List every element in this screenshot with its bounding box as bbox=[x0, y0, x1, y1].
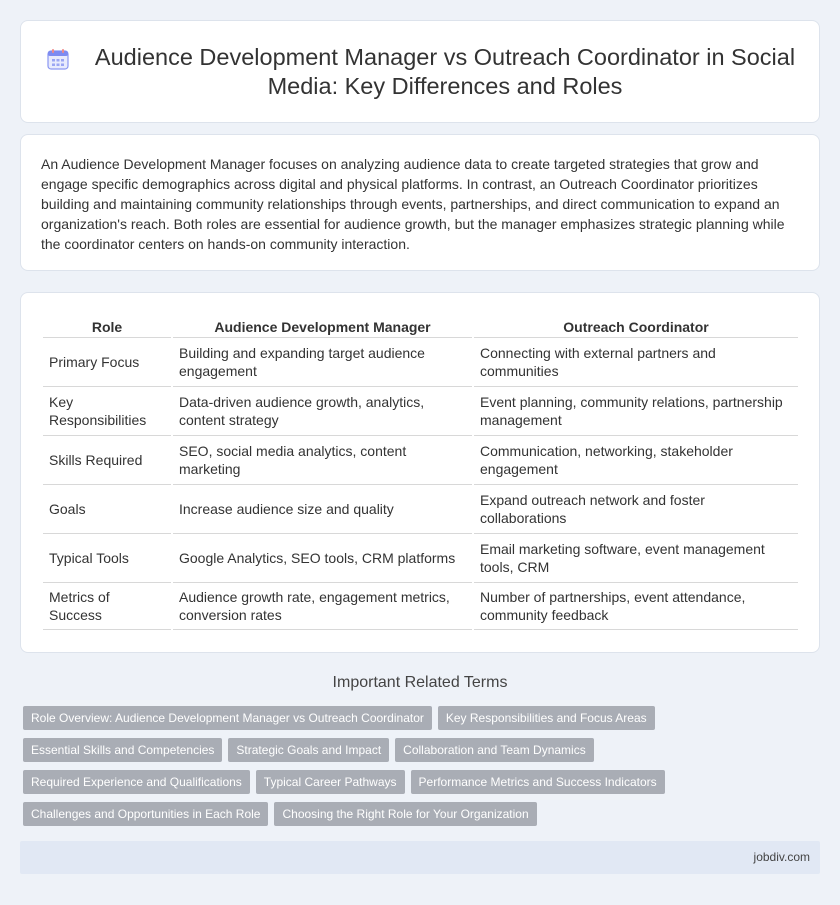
column-header-coordinator: Outreach Coordinator bbox=[474, 313, 798, 338]
page-title: Audience Development Manager vs Outreach Coordinator in Social Media: Key Differences and Roles bbox=[94, 44, 796, 99]
table-cell-manager: Google Analytics, SEO tools, CRM platforms bbox=[173, 534, 472, 583]
table-cell-coordinator: Connecting with external partners and communities bbox=[474, 338, 798, 387]
footer bbox=[20, 841, 820, 874]
header-card bbox=[20, 20, 820, 123]
related-terms-title: Important Related Terms bbox=[332, 674, 508, 691]
related-term-tag[interactable]: Strategic Goals and Impact bbox=[228, 738, 389, 762]
related-term-tag[interactable]: Choosing the Right Role for Your Organization bbox=[274, 802, 536, 826]
table-cell-role: Metrics of Success bbox=[43, 583, 171, 630]
table-cell-role: Goals bbox=[43, 485, 171, 534]
related-terms-list bbox=[23, 706, 683, 826]
table-cell-role: Primary Focus bbox=[43, 338, 171, 387]
intro-text: An Audience Development Manager focuses on analyzing audience data to create targeted strategies that grow and engage specific demographics across digital and physical platforms. In contrast, an Outreach Coordinator prioritizes building and maintaining community relationships through events, partnerships, and direct communication to expand an organization's reach. Both roles are essential for audience growth, but the manager emphasizes strategic planning while the coordinator centers on hands-on community interaction. bbox=[41, 156, 785, 252]
table-row bbox=[43, 485, 798, 534]
related-term-tag[interactable]: Typical Career Pathways bbox=[256, 770, 405, 794]
comparison-table bbox=[41, 313, 800, 630]
related-term-tag[interactable]: Collaboration and Team Dynamics bbox=[395, 738, 594, 762]
column-header-role: Role bbox=[43, 313, 171, 338]
table-row bbox=[43, 436, 798, 485]
table-cell-role: Skills Required bbox=[43, 436, 171, 485]
table-cell-coordinator: Communication, networking, stakeholder engagement bbox=[474, 436, 798, 485]
table-cell-manager: Data-driven audience growth, analytics, content strategy bbox=[173, 387, 472, 436]
related-term-tag[interactable]: Required Experience and Qualifications bbox=[23, 770, 250, 794]
table-row bbox=[43, 583, 798, 630]
table-row bbox=[43, 534, 798, 583]
calendar-icon bbox=[47, 48, 69, 70]
table-cell-manager: Increase audience size and quality bbox=[173, 485, 472, 534]
related-term-tag[interactable]: Essential Skills and Competencies bbox=[23, 738, 222, 762]
related-term-tag[interactable]: Key Responsibilities and Focus Areas bbox=[438, 706, 655, 730]
related-term-tag[interactable]: Challenges and Opportunities in Each Role bbox=[23, 802, 268, 826]
table-cell-coordinator: Number of partnerships, event attendance, community feedback bbox=[474, 583, 798, 630]
table-cell-coordinator: Expand outreach network and foster collaborations bbox=[474, 485, 798, 534]
table-cell-coordinator: Email marketing software, event management tools, CRM bbox=[474, 534, 798, 583]
table-cell-manager: SEO, social media analytics, content marketing bbox=[173, 436, 472, 485]
table-cell-role: Typical Tools bbox=[43, 534, 171, 583]
table-cell-manager: Building and expanding target audience engagement bbox=[173, 338, 472, 387]
table-row bbox=[43, 387, 798, 436]
table-cell-manager: Audience growth rate, engagement metrics, conversion rates bbox=[173, 583, 472, 630]
table-row bbox=[43, 338, 798, 387]
related-term-tag[interactable]: Role Overview: Audience Development Manager vs Outreach Coordinator bbox=[23, 706, 432, 730]
related-term-tag[interactable]: Performance Metrics and Success Indicators bbox=[411, 770, 665, 794]
intro-card bbox=[20, 134, 820, 271]
comparison-card bbox=[20, 292, 820, 653]
table-cell-coordinator: Event planning, community relations, partnership management bbox=[474, 387, 798, 436]
footer-site-link[interactable]: jobdiv.com bbox=[753, 850, 810, 864]
table-cell-role: Key Responsibilities bbox=[43, 387, 171, 436]
table-header-row bbox=[43, 313, 798, 338]
column-header-manager: Audience Development Manager bbox=[173, 313, 472, 338]
